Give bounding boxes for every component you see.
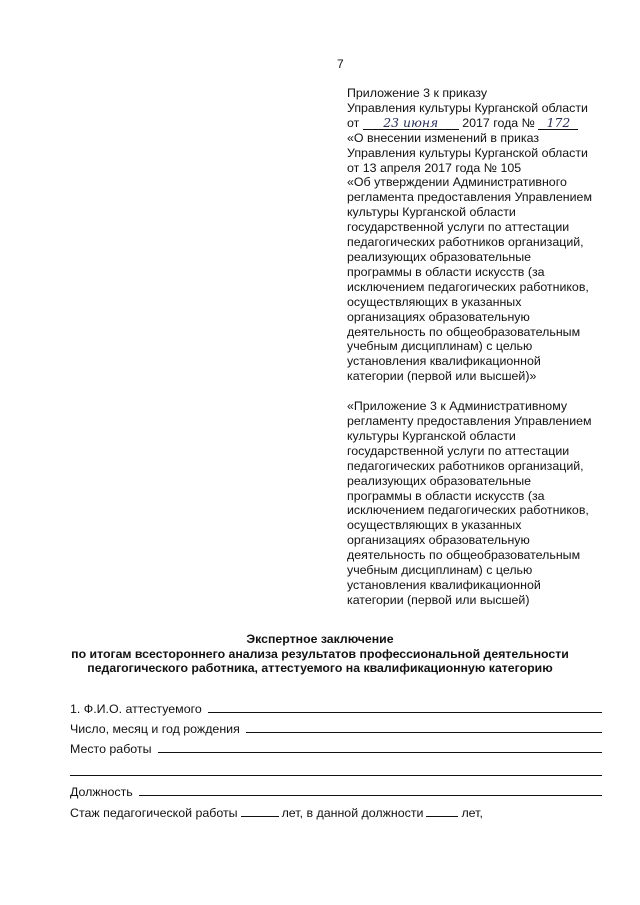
regulation-line: государственной услуги по аттестации bbox=[347, 443, 570, 458]
appendix-line: педагогических работников организаций, bbox=[347, 235, 584, 250]
appendix-line: учебным дисциплинам) с целью bbox=[347, 339, 533, 354]
date-prefix: от bbox=[347, 115, 360, 130]
date-suffix: 2017 года № bbox=[462, 115, 535, 130]
appendix-line: Приложение 3 к приказу bbox=[347, 86, 488, 100]
birth-label: Число, месяц и год рождения bbox=[70, 722, 240, 736]
regulation-line: культуры Курганской области bbox=[347, 428, 516, 443]
fio-field[interactable] bbox=[208, 711, 602, 713]
work-label: Место работы bbox=[70, 742, 152, 756]
order-date-line bbox=[347, 116, 609, 131]
regulation-line: категории (первой или высшей) bbox=[347, 592, 530, 607]
regulation-line: установления квалификационной bbox=[347, 578, 541, 592]
experience-row bbox=[70, 806, 483, 820]
fio-row bbox=[70, 700, 602, 716]
birth-field[interactable] bbox=[246, 731, 602, 733]
attestation-form bbox=[70, 700, 602, 830]
experience-label: Стаж педагогической работы bbox=[70, 806, 238, 820]
appendix-line: организациях образовательную bbox=[347, 309, 530, 324]
appendix-line: Управления культуры Курганской области bbox=[347, 100, 588, 115]
handwritten-date: 23 июня bbox=[363, 117, 459, 130]
appendix-line: регламента предоставления Управлением bbox=[347, 190, 592, 205]
appendix-line: от 13 апреля 2017 года № 105 bbox=[347, 160, 522, 175]
regulation-line: программы в области искусств (за bbox=[347, 488, 545, 503]
position-field[interactable] bbox=[139, 794, 602, 796]
regulation-line: организациях образовательную bbox=[347, 533, 530, 548]
position-row bbox=[70, 783, 602, 799]
appendix-line: «О внесении изменений в приказ bbox=[347, 130, 540, 145]
regulation-line: реализующих образовательные bbox=[347, 473, 532, 488]
heading-subtitle: педагогического работника, аттестуемого на квалификационную категорию bbox=[87, 661, 553, 675]
appendix-line: деятельность по общеобразовательным bbox=[347, 324, 581, 339]
document-heading bbox=[0, 632, 640, 676]
appendix-line: исключением педагогических работников, bbox=[347, 279, 589, 294]
fio-label: 1. Ф.И.О. аттестуемого bbox=[70, 702, 202, 716]
work-field-continuation[interactable] bbox=[70, 775, 602, 776]
years-label: лет, в данной должности bbox=[281, 806, 424, 820]
regulation-line: учебным дисциплинам) с целью bbox=[347, 563, 533, 578]
regulation-line: регламенту предоставления Управлением bbox=[347, 414, 592, 429]
work-field[interactable] bbox=[158, 751, 603, 753]
total-years-field[interactable] bbox=[241, 815, 279, 817]
appendix-block bbox=[347, 86, 609, 608]
work-row bbox=[70, 740, 602, 756]
position-years-field[interactable] bbox=[426, 815, 458, 817]
appendix-line: государственной услуги по аттестации bbox=[347, 220, 570, 235]
appendix-line: категории (первой или высшей)» bbox=[347, 369, 537, 384]
regulation-line: осуществляющих в указанных bbox=[347, 518, 522, 533]
regulation-line: исключением педагогических работников, bbox=[347, 503, 589, 518]
heading-subtitle: по итогам всестороннего анализа результатов профессиональной деятельности bbox=[71, 646, 569, 661]
page-number: 7 bbox=[337, 57, 344, 71]
heading-title: Экспертное заключение bbox=[246, 632, 394, 646]
birth-row bbox=[70, 720, 602, 736]
appendix-line: Управления культуры Курганской области bbox=[347, 145, 588, 160]
appendix-line: культуры Курганской области bbox=[347, 205, 516, 220]
regulation-line: педагогических работников организаций, bbox=[347, 458, 584, 473]
years-label: лет, bbox=[461, 806, 483, 820]
appendix-line: программы в области искусств (за bbox=[347, 264, 545, 279]
regulation-line: «Приложение 3 к Административному bbox=[347, 399, 568, 414]
regulation-line: деятельность по общеобразовательным bbox=[347, 548, 581, 563]
position-label: Должность bbox=[70, 785, 133, 799]
appendix-line: установления квалификационной bbox=[347, 354, 541, 369]
appendix-line: реализующих образовательные bbox=[347, 249, 532, 264]
appendix-line: «Об утверждении Административного bbox=[347, 175, 567, 190]
appendix-line: осуществляющих в указанных bbox=[347, 294, 522, 309]
handwritten-order-number: 172 bbox=[538, 117, 578, 130]
